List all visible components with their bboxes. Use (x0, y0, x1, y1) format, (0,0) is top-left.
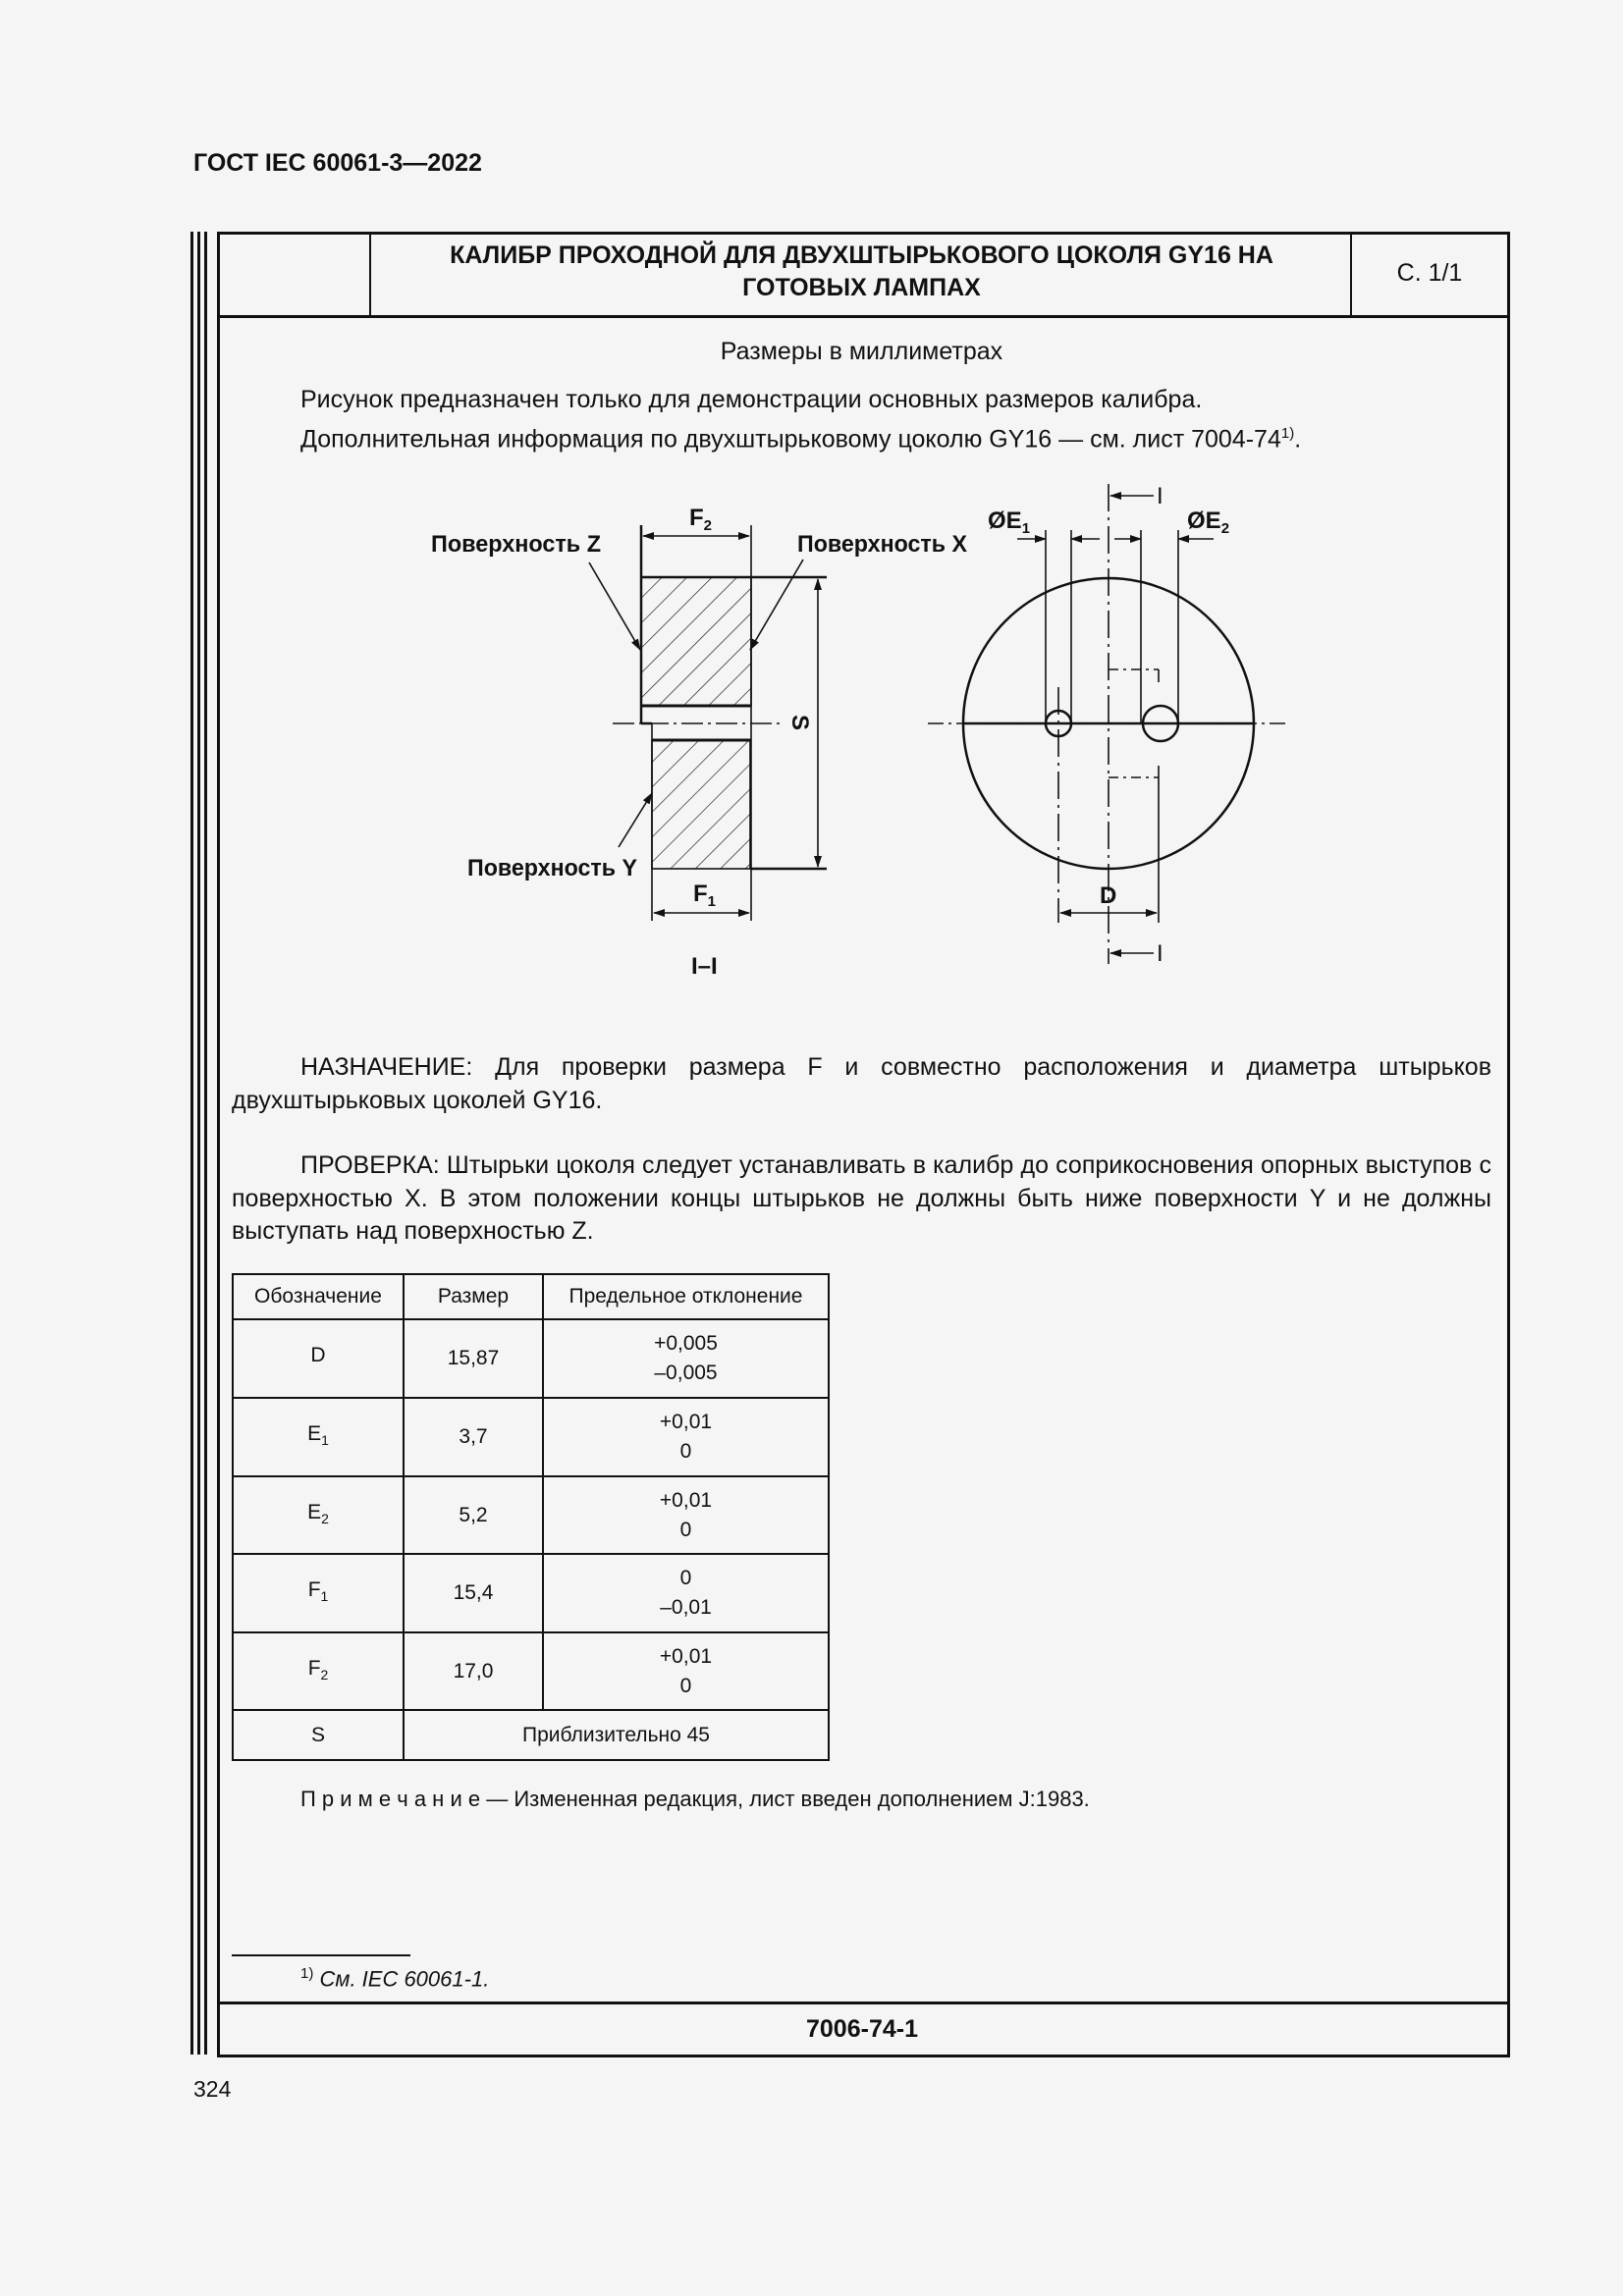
note-label: П р и м е ч а н и е (300, 1787, 481, 1811)
symbol-cell (233, 1476, 404, 1554)
footnote-separator (232, 1954, 410, 1956)
sheet-title: КАЛИБР ПРОХОДНОЙ ДЛЯ ДВУХШТЫРЬКОВОГО ЦОКОЛЯ GY16 НА ГОТОВЫХ ЛАМПАХ (450, 241, 1273, 301)
e2-text: ØE (1187, 507, 1221, 534)
symbol-sub: 2 (321, 1510, 329, 1526)
divider (217, 2002, 1507, 2004)
symbol: E (307, 1500, 322, 1523)
symbol: F (307, 1656, 321, 1680)
symbol: D (310, 1344, 326, 1366)
tolerance-lower: 0 (679, 1674, 692, 1697)
cut-mark-bottom: I (1157, 940, 1163, 967)
e1-text: ØE (988, 507, 1022, 534)
check-paragraph: ПРОВЕРКА: Штырьки цоколя следует устанавливать в калибр до соприкосновения опорных выступов с поверхностью X. В этом положении концы штырьков не должны быть ниже поверхности Y и не должны выступать над поверхностью Z. (232, 1151, 1491, 1245)
binding-line (204, 232, 207, 2055)
label-f1 (693, 881, 716, 910)
e2-sub: 2 (1220, 520, 1230, 537)
size-cell: 3,7 (404, 1398, 543, 1476)
symbol-cell (233, 1319, 404, 1398)
label-section: I–I (691, 953, 718, 980)
f2-sub: 2 (703, 517, 713, 534)
size-cell: 15,87 (404, 1319, 543, 1398)
symbol-cell (233, 1398, 404, 1476)
note (300, 1787, 1090, 1812)
symbol-cell (233, 1632, 404, 1710)
label-s: S (786, 715, 813, 731)
tolerance-upper: +0,01 (659, 1411, 713, 1433)
f2-letter: F (689, 505, 704, 531)
symbol-sub: 1 (320, 1588, 329, 1604)
f1-letter: F (693, 881, 708, 907)
footnote-text: См. IEC 60061-1. (319, 1966, 490, 1992)
tolerance-upper: +0,005 (654, 1332, 718, 1355)
intro-line-2 (300, 417, 1301, 455)
footnote-ref: 1) (1280, 425, 1295, 442)
sheet-number: 7006-74-1 (806, 2015, 918, 2043)
header-cell: Обозначение (233, 1274, 404, 1319)
tolerance-cell (543, 1476, 829, 1554)
symbol: F (307, 1578, 321, 1601)
label-surface-z: Поверхность Z (431, 531, 601, 558)
symbol-cell: S (233, 1710, 404, 1760)
header-cell: Предельное отклонение (543, 1274, 829, 1319)
symbol-sub: 1 (321, 1432, 329, 1448)
divider (217, 315, 1507, 318)
tolerance-upper: 0 (679, 1567, 692, 1589)
label-e1 (988, 507, 1030, 537)
units-note: Размеры в миллиметрах (720, 338, 1003, 365)
tolerance-lower: –0,01 (660, 1596, 712, 1619)
gauge-lower-section (652, 740, 750, 869)
label-surface-x: Поверхность X (797, 531, 967, 558)
label-e2 (1187, 507, 1229, 537)
size-cell: 15,4 (404, 1554, 543, 1632)
tolerance-upper: +0,01 (659, 1488, 713, 1512)
binding-line (197, 232, 200, 2055)
table-row (233, 1476, 829, 1554)
table-row (233, 1710, 829, 1760)
symbol-sub: 2 (320, 1666, 329, 1682)
table-row (233, 1398, 829, 1476)
value-cell: Приблизительно 45 (404, 1710, 829, 1760)
tolerance-cell (543, 1554, 829, 1632)
f1-sub: 1 (707, 893, 717, 910)
tolerance-lower: 0 (679, 1440, 692, 1463)
intro-line-1: Рисунок предназначен только для демонстрации основных размеров калибра. (300, 386, 1203, 413)
tolerance-upper: +0,01 (659, 1644, 713, 1668)
divider (369, 232, 371, 316)
sheet-page-indicator: С. 1/1 (1396, 259, 1463, 287)
size-cell: 17,0 (404, 1632, 543, 1710)
table-header-row (233, 1274, 829, 1319)
note-text: — Измененная редакция, лист введен дополнением J:1983. (480, 1787, 1090, 1811)
label-f2 (689, 505, 712, 534)
intro-end: . (1294, 425, 1302, 454)
e1-sub: 1 (1021, 520, 1031, 537)
table-row (233, 1554, 829, 1632)
gauge-upper-section (641, 577, 751, 706)
label-surface-y: Поверхность Y (467, 855, 637, 881)
footnote (300, 1965, 489, 1992)
intro-text: Дополнительная информация по двухштырьковому цоколю GY16 — см. лист 7004-74 (300, 425, 1281, 454)
tolerance-cell (543, 1398, 829, 1476)
footnote-mark: 1) (300, 1965, 314, 1982)
table-row (233, 1632, 829, 1710)
binding-line (190, 232, 193, 2055)
size-cell: 5,2 (404, 1476, 543, 1554)
tolerance-cell (543, 1319, 829, 1398)
tolerance-cell (543, 1632, 829, 1710)
header-cell: Размер (404, 1274, 543, 1319)
tolerance-lower: 0 (679, 1518, 692, 1541)
page-number: 324 (193, 2076, 232, 2102)
table-row (233, 1319, 829, 1398)
cut-mark-top: I (1157, 483, 1163, 509)
label-d: D (1100, 882, 1117, 909)
tolerance-lower: –0,005 (654, 1362, 718, 1384)
dimensions-table (232, 1273, 830, 1761)
document-header: ГОСТ IEC 60061-3—2022 (193, 149, 482, 177)
symbol: E (307, 1422, 322, 1445)
symbol-cell (233, 1554, 404, 1632)
purpose-paragraph: НАЗНАЧЕНИЕ: Для проверки размера F и совместно расположения и диаметра штырьков двухштырьковых цоколей GY16. (232, 1053, 1491, 1114)
gauge-drawing (393, 471, 1325, 982)
